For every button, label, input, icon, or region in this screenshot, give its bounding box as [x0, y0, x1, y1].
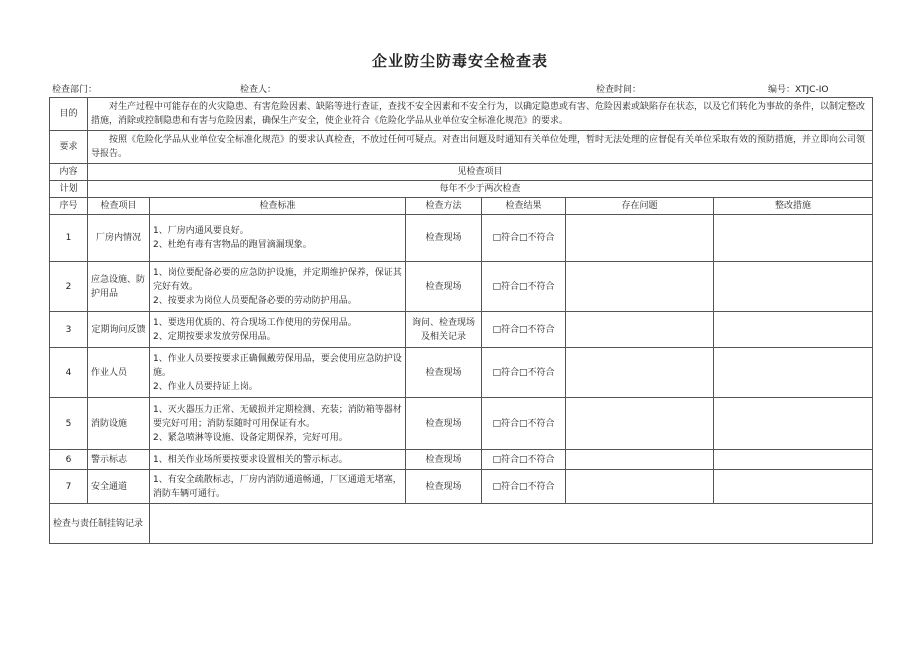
row-item: 应急设施、防护用品 — [88, 262, 150, 312]
page-title: 企业防尘防毒安全检查表 — [371, 52, 548, 70]
standard-line: 1、要选用优质的、符合现场工作使用的劳保用品。 — [153, 317, 357, 328]
standard-line: 2、作业人员要持证上岗。 — [153, 381, 258, 392]
header-fix: 整改措施 — [714, 198, 873, 215]
row-result-checkbox[interactable]: □符合□不符合 — [482, 215, 566, 262]
row-issue-cell[interactable] — [566, 450, 714, 470]
content-row — [50, 164, 873, 181]
table-row — [50, 348, 873, 398]
footer-row — [50, 504, 873, 544]
row-issue-cell[interactable] — [566, 215, 714, 262]
row-standard — [150, 215, 406, 262]
table-row — [50, 470, 873, 504]
row-issue-cell[interactable] — [566, 262, 714, 312]
table-row — [50, 215, 873, 262]
standard-line: 2、按要求为岗位人员要配备必要的劳动防护用品。 — [153, 295, 357, 306]
content-value: 见检查项目 — [88, 164, 873, 181]
standard-line: 1、相关作业场所要按要求设置相关的警示标志。 — [153, 454, 348, 465]
standard-line: 1、厂房内通风要良好。 — [153, 226, 249, 236]
row-fix-cell[interactable] — [714, 262, 873, 312]
row-item: 消防设施 — [88, 398, 150, 450]
row-method: 检查现场 — [406, 398, 482, 450]
row-result-checkbox[interactable]: □符合□不符合 — [482, 348, 566, 398]
plan-label: 计划 — [50, 181, 88, 198]
row-issue-cell[interactable] — [566, 312, 714, 348]
row-fix-cell[interactable] — [714, 312, 873, 348]
header-item: 检查项目 — [88, 198, 150, 215]
footer-label: 检查与责任制挂钩记录 — [50, 504, 150, 544]
purpose-row — [50, 98, 873, 131]
row-method: 检查现场 — [406, 470, 482, 504]
table-row — [50, 450, 873, 470]
row-standard — [150, 398, 406, 450]
requirement-row — [50, 131, 873, 164]
row-result-checkbox[interactable]: □符合□不符合 — [482, 450, 566, 470]
row-fix-cell[interactable] — [714, 348, 873, 398]
row-item: 警示标志 — [88, 450, 150, 470]
row-no: 6 — [50, 450, 88, 470]
row-no: 3 — [50, 312, 88, 348]
row-item: 作业人员 — [88, 348, 150, 398]
row-fix-cell[interactable] — [714, 470, 873, 504]
row-item: 定期询问反馈 — [88, 312, 150, 348]
row-issue-cell[interactable] — [566, 398, 714, 450]
standard-line: 1、岗位要配备必要的应急防护设施，并定期维护保养，保证其完好有效。 — [153, 267, 402, 292]
row-standard — [150, 312, 406, 348]
row-standard — [150, 348, 406, 398]
row-item: 厂房内情况 — [88, 215, 150, 262]
standard-line: 2、紧急喷淋等设施、设备定期保养，完好可用。 — [153, 432, 348, 443]
row-method: 检查现场 — [406, 215, 482, 262]
row-no: 5 — [50, 398, 88, 450]
content-label: 内容 — [50, 164, 88, 181]
row-item: 安全通道 — [88, 470, 150, 504]
code-label: 编号：XTJC-IO — [768, 85, 829, 95]
row-no: 1 — [50, 215, 88, 262]
requirement-text: 按照《危险化学品从业单位安全标准化规范》的要求认真检查，不放过任何可疑点。对查出问题及时通知有关单位处理，暂时无法处理的应督促有关单位采取有效的预防措施，并立即向公司领导报告。 — [88, 131, 873, 164]
dept-label: 检查部门： — [52, 85, 98, 95]
row-method: 检查现场 — [406, 262, 482, 312]
table-row — [50, 312, 873, 348]
row-standard — [150, 262, 406, 312]
standard-line: 1、灭火器压力正常、无破损并定期检测、充装；消防箱等器材要完好可用；消防泵随时可用保证有水。 — [153, 404, 402, 429]
requirement-label: 要求 — [50, 131, 88, 164]
footer-record-cell[interactable] — [150, 504, 873, 544]
row-result-checkbox[interactable]: □符合□不符合 — [482, 312, 566, 348]
table-row — [50, 262, 873, 312]
standard-line: 2、定期按要求发放劳保用品。 — [153, 331, 276, 342]
row-standard — [150, 450, 406, 470]
inspection-table — [49, 97, 873, 544]
header-row — [50, 198, 873, 215]
header-method: 检查方法 — [406, 198, 482, 215]
row-fix-cell[interactable] — [714, 398, 873, 450]
row-no: 2 — [50, 262, 88, 312]
header-result: 检查结果 — [482, 198, 566, 215]
header-standard: 检查标准 — [150, 198, 406, 215]
header-no: 序号 — [50, 198, 88, 215]
row-result-checkbox[interactable]: □符合□不符合 — [482, 470, 566, 504]
plan-row — [50, 181, 873, 198]
purpose-label: 目的 — [50, 98, 88, 131]
row-result-checkbox[interactable]: □符合□不符合 — [482, 262, 566, 312]
row-issue-cell[interactable] — [566, 348, 714, 398]
purpose-text: 对生产过程中可能存在的火灾隐患、有害危险因素、缺陷等进行查证，查找不安全因素和不安全行为，以确定隐患或有害、危险因素或缺陷存在状态，以及它们转化为事故的条件，以制定整改措施，消除或控制隐患和有害与危险因素，确保生产安全，使企业符合《危险化学品从业单位安全标准化规范》的要求。 — [88, 98, 873, 131]
row-no: 4 — [50, 348, 88, 398]
standard-line: 1、作业人员要按要求正确佩戴劳保用品，要会使用应急防护设施。 — [153, 353, 402, 378]
row-no: 7 — [50, 470, 88, 504]
header-issue: 存在问题 — [566, 198, 714, 215]
time-label: 检查时间： — [596, 85, 642, 95]
row-issue-cell[interactable] — [566, 470, 714, 504]
standard-line: 1、有安全疏散标志，厂房内消防通道畅通，厂区通道无堵塞，消防车辆可通行。 — [153, 474, 402, 499]
row-method: 检查现场 — [406, 450, 482, 470]
row-fix-cell[interactable] — [714, 450, 873, 470]
table-row — [50, 398, 873, 450]
row-standard — [150, 470, 406, 504]
standard-line: 2、杜绝有毒有害物品的跑冒滴漏现象。 — [153, 240, 312, 250]
row-method: 检查现场 — [406, 348, 482, 398]
inspector-label: 检查人： — [240, 85, 277, 95]
plan-value: 每年不少于两次检查 — [88, 181, 873, 198]
row-method: 询问、检查现场及相关记录 — [406, 312, 482, 348]
row-result-checkbox[interactable]: □符合□不符合 — [482, 398, 566, 450]
row-fix-cell[interactable] — [714, 215, 873, 262]
